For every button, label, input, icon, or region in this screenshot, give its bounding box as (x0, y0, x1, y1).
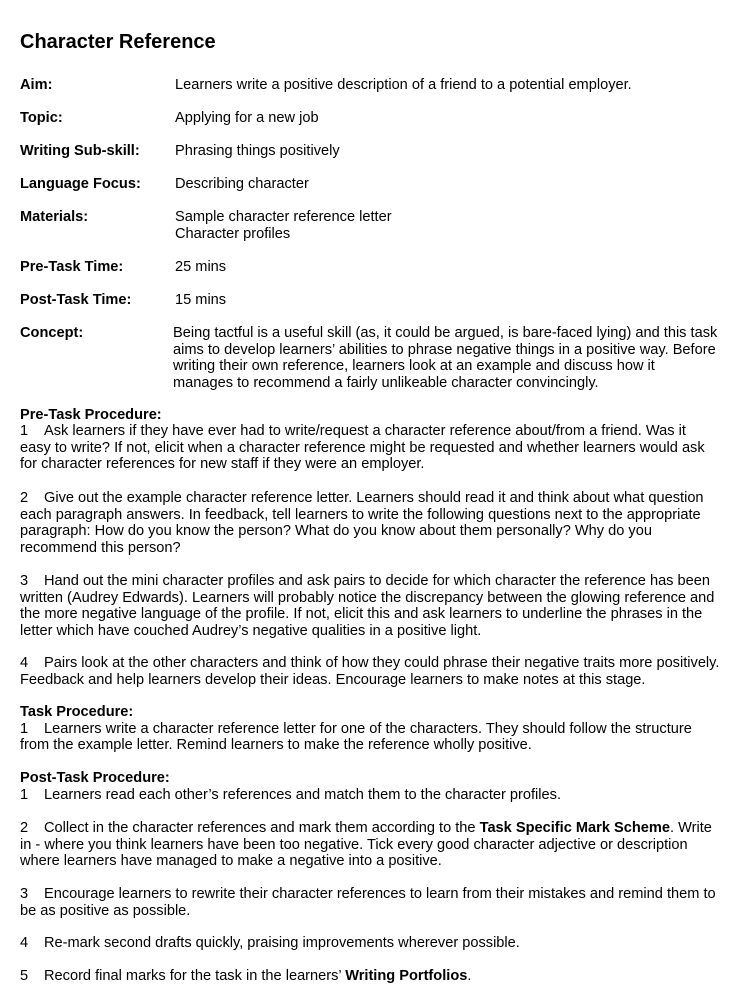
post-task-step (20, 820, 720, 870)
step-text: . (467, 968, 472, 984)
language-focus-value: Describing character (175, 176, 309, 192)
step-text: Give out the example character reference letter. Learners should read it and think about what question each paragraph answers. In feedback, tell learners to write the following questions next to the appropriate paragraph: How do you know the person? What do you know about them personally? Why do you recommend this person? (20, 490, 704, 556)
step-text: Pairs look at the other characters and think of how they could phrase their negative traits more positively. Feedback and help learners develop their ideas. Encourage learners to make notes at this stage. (20, 655, 720, 688)
step-number: 1 (20, 786, 29, 803)
step-text: Re-mark second drafts quickly, praising improvements wherever possible. (44, 935, 520, 951)
aim-label: Aim: (20, 77, 53, 93)
topic-value: Applying for a new job (175, 110, 319, 126)
language-focus-label: Language Focus: (20, 176, 141, 192)
pre-task-step (20, 423, 720, 473)
aim-value: Learners write a positive description of a friend to a potential employer. (175, 77, 632, 93)
subskill-value: Phrasing things positively (175, 143, 340, 159)
step-number: 3 (20, 886, 29, 902)
posttask-time-value: 15 mins (175, 292, 227, 308)
pre-task-section (20, 407, 720, 424)
step-text: Hand out the mini character profiles and ask pairs to decide for which character the reference has been written (Audrey Edwards). Learners will probably notice the discrepancy between the glowing reference and the more negative language of the profile. If not, elicit this and ask learners to underline the phrases in the letter which have couched Audrey’s negative qualities in a positive light. (20, 573, 715, 639)
posttask-time-label: Post-Task Time: (20, 292, 132, 308)
step-text: Collect in the character references and mark them according to the (44, 820, 480, 836)
step-text: Record final marks for the task in the learners’ (44, 968, 346, 984)
step-text: Learners read each other’s references and match them to the character profiles. (44, 786, 562, 803)
step-number: 3 (20, 573, 29, 589)
pre-task-heading: Pre-Task Procedure: (20, 407, 162, 423)
subskill-label: Writing Sub-skill: (20, 143, 140, 159)
step-number: 2 (20, 820, 29, 836)
post-task-step (20, 968, 720, 985)
pre-task-step (20, 655, 720, 688)
step-text: Ask learners if they have ever had to write/request a character reference about/from a friend. Was it easy to write? If not, elicit when a character reference might be requested and whether learners would ask for character references for new staff if they were an employer. (20, 423, 705, 473)
step-text: Learners write a character reference letter for one of the characters. They should follow the structure from the example letter. Remind learners to make the reference wholly positive. (20, 720, 692, 754)
post-task-step (20, 886, 720, 919)
post-task-step (20, 935, 720, 952)
mark-scheme-reference: Task Specific Mark Scheme (479, 820, 670, 836)
task-section (20, 704, 720, 754)
concept-value: Being tactful is a useful skill (as, it could be argued, is bare-faced lying) and this task aims to develop learners’ abilities to phrase negative things in a positive way. Before writing their own reference, learners look at an example and discuss how it manages to recommend a fairly unlikeable character convincingly. (173, 325, 718, 391)
step-number: 2 (20, 490, 29, 506)
pre-task-step (20, 573, 720, 639)
pre-task-step (20, 490, 720, 556)
writing-portfolios-reference: Writing Portfolios (345, 968, 468, 984)
topic-label: Topic: (20, 110, 63, 126)
step-number: 4 (20, 935, 29, 951)
pretask-time-label: Pre-Task Time: (20, 259, 124, 275)
pretask-time-value: 25 mins (175, 259, 227, 275)
step-text: Encourage learners to rewrite their character references to learn from their mistakes and remind them to be as positive as possible. (20, 886, 716, 919)
step-number: 5 (20, 968, 29, 984)
post-task-heading: Post-Task Procedure: (20, 770, 170, 786)
step-number: 1 (20, 423, 29, 439)
post-task-section (20, 770, 720, 803)
step-number: 4 (20, 655, 29, 671)
materials-value-2: Character profiles (175, 226, 291, 242)
concept-label: Concept: (20, 325, 84, 341)
materials-value-1: Sample character reference letter (175, 209, 392, 225)
step-number: 1 (20, 720, 29, 737)
materials-label: Materials: (20, 209, 89, 225)
page-title: Character Reference (20, 31, 216, 53)
step-text: . Write in - where you think learners have been too negative. Tick every good character adjective or description where learners have managed to make a negative into a positive. (20, 820, 712, 870)
task-heading: Task Procedure: (20, 704, 134, 720)
